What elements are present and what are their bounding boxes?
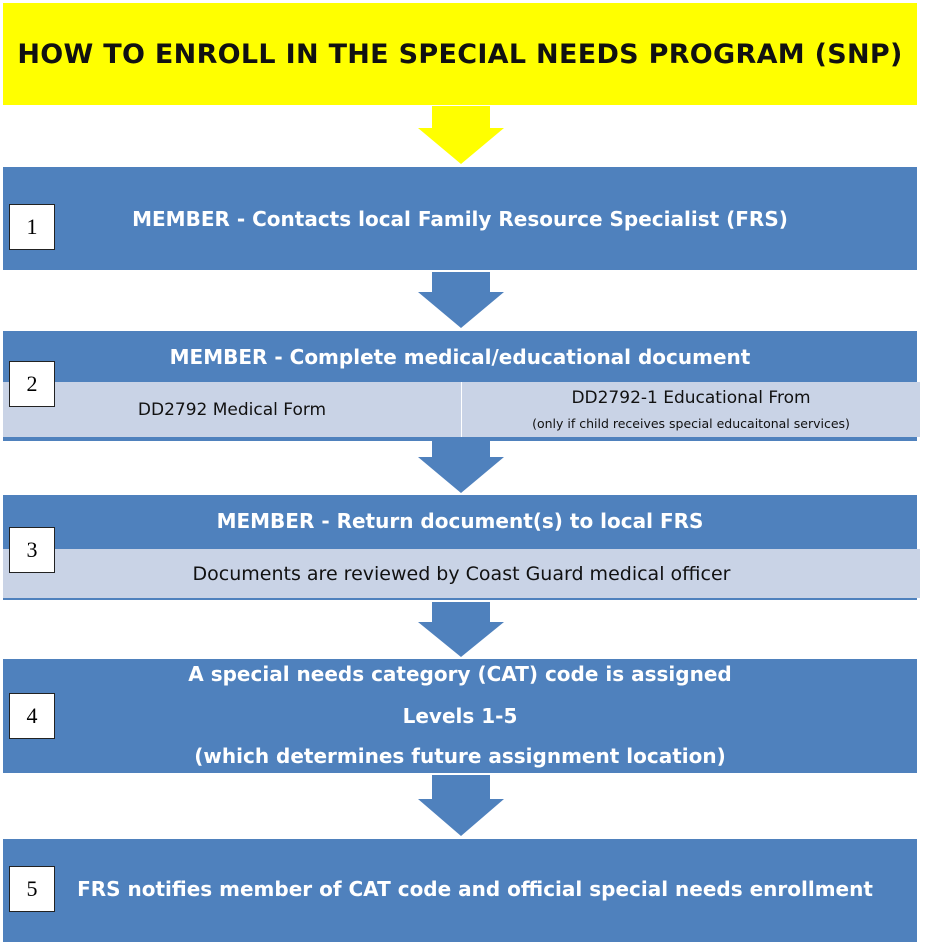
step-3-number: 3 (26, 537, 38, 562)
step-2-educational-note: (only if child receives special educaitonal services) (532, 416, 850, 431)
step-3 (3, 495, 917, 600)
step-2-down-arrow (418, 441, 504, 494)
step-2-number: 2 (26, 371, 38, 396)
step-3-review-text: Documents are reviewed by Coast Guard medical officer (192, 562, 731, 585)
step-1-down-arrow (418, 272, 504, 329)
step-1 (3, 167, 917, 270)
step-5 (3, 839, 917, 942)
step-1-number-box (9, 204, 55, 250)
step-2-heading: MEMBER - Complete medical/educational document (169, 345, 751, 369)
step-3-heading: MEMBER - Return document(s) to local FRS (216, 509, 704, 533)
step-1-heading: MEMBER - Contacts local Family Resource Specialist (FRS) (132, 207, 788, 231)
step-2 (3, 331, 917, 441)
step-2-medical-form: DD2792 Medical Form (137, 399, 327, 420)
step-2-educational-form: DD2792-1 Educational From (571, 388, 811, 408)
step-3-review-cell (3, 549, 920, 598)
step-5-number: 5 (26, 876, 38, 901)
step-4-number: 4 (26, 703, 38, 728)
step-1-number: 1 (26, 214, 38, 239)
step-2-medical-cell (3, 382, 461, 437)
step-5-heading: FRS notifies member of CAT code and official special needs enrollment (77, 877, 873, 901)
step-3-number-box (9, 527, 55, 573)
title-down-arrow (418, 106, 504, 166)
step-5-number-box (9, 866, 55, 912)
step-4 (3, 659, 917, 773)
step-4-heading-line1: A special needs category (CAT) code is assigned (188, 662, 732, 686)
step-2-educational-cell (461, 382, 920, 437)
step-2-document-band (3, 382, 920, 437)
step-3-down-arrow (418, 602, 504, 658)
step-2-number-box (9, 361, 55, 407)
title-banner (3, 3, 917, 105)
step-4-down-arrow (418, 775, 504, 837)
step-4-heading-line3: (which determines future assignment location) (194, 744, 726, 768)
step-3-review-band (3, 549, 920, 598)
page-title: HOW TO ENROLL IN THE SPECIAL NEEDS PROGRAM (SNP) (17, 38, 903, 70)
step-4-number-box (9, 693, 55, 739)
step-4-heading-line2: Levels 1-5 (402, 704, 518, 728)
